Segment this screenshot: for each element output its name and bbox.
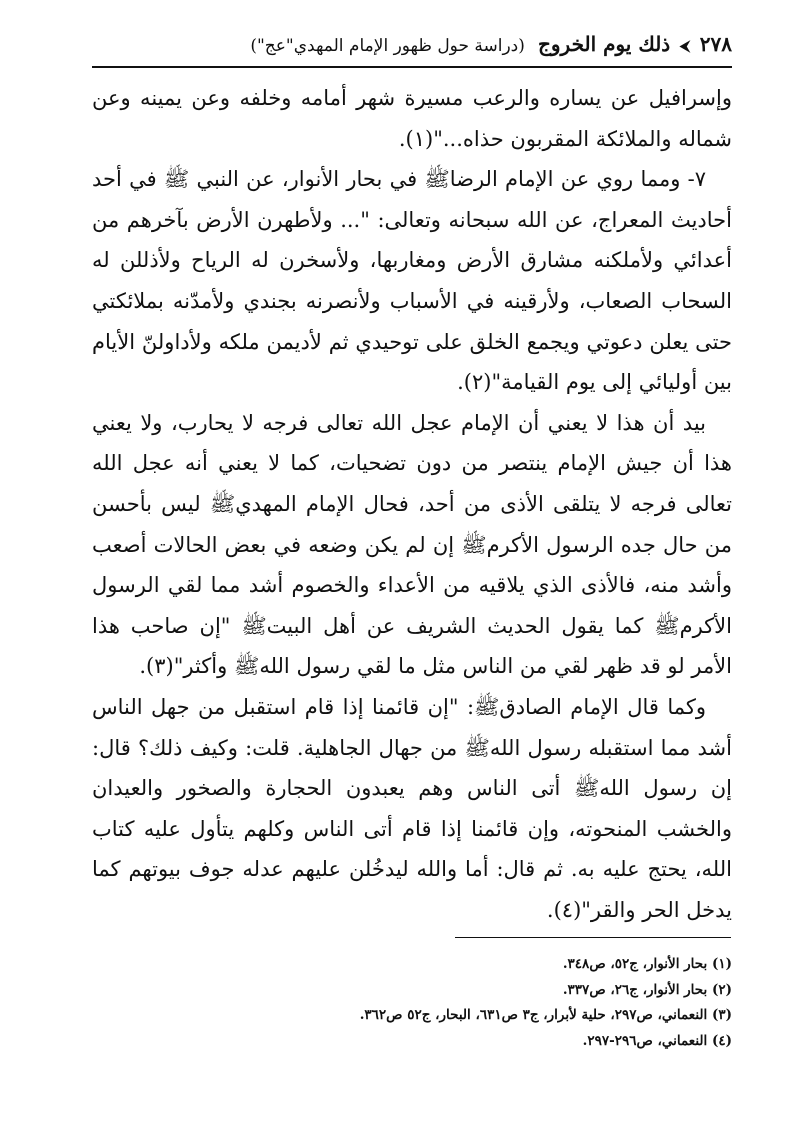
header-rule [92,66,732,68]
paragraph-4: وكما قال الإمام الصادقﷺ: "إن قائمنا إذا قام استقبل من جهل الناس أشد مما استقبله رسول اللهﷺ من جهال الجاهلية. قلت: وكيف ذلك؟ قال: إن رسول اللهﷺ أتى الناس وهم يعبدون الحجارة والصخور والعيدان والخشب المنحوته، وإن قائمنا إذا قام أتى الناس وكلهم يتأول عليه كتاب الله، يحتج عليه به. ثم قال: أما والله ليدخُلن عليهم عدله جوف بيوتهم كما يدخل الحر والقر"(٤). [92,694,732,922]
footnote-3: (٣) النعماني، ص٢٩٧، حلية لأبرار، ج٣ ص٦٣١، البحار، ج٥٢ ص٣٦٢. [359,1007,732,1023]
page-number: ٢٧٨ [699,32,732,56]
footnote-1: (١) بحار الأنوار، ج٥٢، ص٣٤٨. [562,956,732,972]
footnote-4: (٤) النعماني، ص٢٩٦-٢٩٧. [582,1032,732,1049]
paragraph-1: وإسرافيل عن يساره والرعب مسيرة شهر أمامه وخلفه وعن يمينه وعن شماله والملائكة المقربون حذاه..."(١). [92,86,732,151]
paragraph-2: ٧- ومما روي عن الإمام الرضاﷺ في بحار الأنوار، عن النبي ﷺ في أحد أحاديث المعراج، عن الله سبحانه وتعالى: "... ولأطهرن الأرض بآخرهم من أعدائي ولأملكنه مشارق الأرض ومغاربها، ولأسخرن له الرياح ولأذللن له السحاب الصعاب، ولأرقينه في الأسباب ولأنصرنه بجندي ولأمدّنه بملائكتي حتى يعلن دعوتي ويجمع الخلق على توحيدي ثم لأديمن ملكه ولأداولنّ الأيام بين أوليائي إلى يوم القيامة"(٢). [92,167,732,395]
running-header [250,32,732,62]
paragraph-3: بيد أن هذا لا يعني أن الإمام عجل الله تعالى فرجه لا يحارب، ولا يعني هذا أن جيش الإمام ينتصر من دون تضحيات، كما لا يعني أنه عجل الله تعالى فرجه لا يتلقى الأذى من أحد، فحال الإمام المهديﷺ ليس بأحسن من حال جده الرسول الأكرمﷺ إن لم يكن وضعه في بعض الحالات أصعب وأشد منه، فالأذى الذي يلاقيه من الأعداء والخصوم أشد مما لقي الرسول الأكرمﷺ كما يقول الحديث الشريف عن أهل البيتﷺ "إن صاحب هذا الأمر لو قد ظهر لقي من الناس مثل ما لقي رسول اللهﷺ وأكثر"(٣). [92,410,733,679]
footnotes [92,952,732,1054]
main-text [92,78,732,930]
arrow-icon: ⮜ [679,36,691,55]
footnote-rule [455,937,731,938]
book-subtitle: (دراسة حول ظهور الإمام المهدي"عج") [250,36,525,56]
footnote-2: (٢) بحار الأنوار، ج٢٦، ص٣٣٧. [562,981,732,998]
book-title: ذلك يوم الخروج [537,32,671,56]
